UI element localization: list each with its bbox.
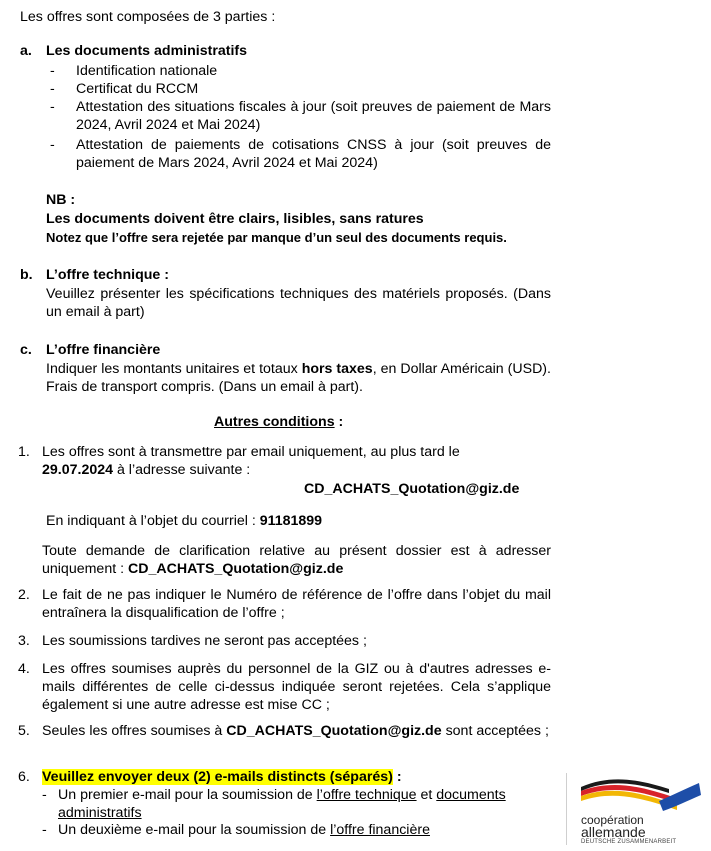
bullet-dash: - <box>42 787 47 803</box>
condition-6-heading: Veuillez envoyer deux (2) e-mails distincts (séparés) : <box>42 769 402 785</box>
intro-text: Les offres sont composées de 3 parties : <box>20 9 276 25</box>
logo-line-3: DEUTSCHE ZUSAMMENARBEIT <box>581 839 677 845</box>
condition-1-deadline: 29.07.2024 à l’adresse suivante : <box>42 462 251 478</box>
logo-line-1: coopération <box>581 813 644 827</box>
section-b-body: Veuillez présenter les spécifications techniques des matériels proposés. (Dans un email à part) <box>46 286 551 320</box>
section-a-item-4: Attestation de paiements de cotisations CNSS à jour (soit preuves de paiement de Mars 2024, Avril 2024 et Mai 2024) <box>76 137 551 171</box>
section-a-item-2: Certificat du RCCM <box>76 81 199 97</box>
section-a-title: Les documents administratifs <box>46 43 248 59</box>
section-a-marker: a. <box>20 43 32 59</box>
section-c-marker: c. <box>20 342 32 358</box>
condition-3-number: 3. <box>18 633 30 649</box>
condition-1-text: Les offres sont à transmettre par email uniquement, au plus tard le <box>42 444 460 460</box>
condition-1-clarification: Toute demande de clarification relative au présent dossier est à adresser uniquement : CD_ACHATS_Quotation@giz.de <box>42 543 551 577</box>
section-c-body: Indiquer les montants unitaires et totaux hors taxes, en Dollar Américain (USD). Frais de transport compris. (Dans un email à part). <box>46 361 551 395</box>
condition-2-text: Le fait de ne pas indiquer le Numéro de référence de l’offre dans l’objet du mail entraînera la disqualification de l’offre ; <box>42 587 551 621</box>
condition-5-line-1: Seules les offres soumises à CD_ACHATS_Quotation@giz.de sont acceptées ; <box>42 723 549 739</box>
condition-1-object: En indiquant à l’objet du courriel : 91181899 <box>46 513 323 529</box>
condition-3-text: Les soumissions tardives ne seront pas acceptées ; <box>42 633 367 649</box>
condition-5-number: 5. <box>18 723 30 739</box>
bullet-dash: - <box>50 137 55 153</box>
bullet-dash: - <box>50 81 55 97</box>
condition-6-sub-2: Un deuxième e-mail pour la soumission de l’offre financière <box>58 822 430 838</box>
nb-label: NB : <box>46 192 76 208</box>
condition-4-number: 4. <box>18 661 30 677</box>
bullet-dash: - <box>50 63 55 79</box>
section-c-title: L’offre financière <box>46 342 161 358</box>
nb-line-2: Notez que l’offre sera rejetée par manque d’un seul des documents requis. <box>46 230 507 245</box>
condition-6-number: 6. <box>18 769 30 785</box>
condition-1-number: 1. <box>18 444 30 460</box>
section-a-item-3: Attestation des situations fiscales à jour (soit preuves de paiement de Mars 2024, Avril 2024 et Mai 2024) <box>76 99 551 133</box>
condition-1-email: CD_ACHATS_Quotation@giz.de <box>304 481 520 497</box>
bullet-dash: - <box>50 99 55 115</box>
nb-line-1: Les documents doivent être clairs, lisibles, sans ratures <box>46 211 424 227</box>
condition-2-number: 2. <box>18 587 30 603</box>
logo-line-2: allemande <box>581 824 646 840</box>
section-b-title: L’offre technique : <box>46 267 169 283</box>
condition-4-text: Les offres soumises auprès du personnel de la GIZ ou à d'autres adresses e-mails différentes de celle ci-dessus indiquée seront rejetées. Cela s’applique également si une autre adresse est mise CC ; <box>42 661 551 713</box>
section-b-marker: b. <box>20 267 33 283</box>
flag-ribbon-icon <box>573 775 705 815</box>
cooperation-allemande-logo <box>573 775 705 847</box>
bullet-dash: - <box>42 822 47 838</box>
conditions-heading: Autres conditions : <box>214 414 344 430</box>
section-a-item-1: Identification nationale <box>76 63 218 79</box>
logo-divider <box>566 773 567 845</box>
condition-6-sub-1: Un premier e-mail pour la soumission de l’offre technique et documents administratifs <box>58 787 506 821</box>
